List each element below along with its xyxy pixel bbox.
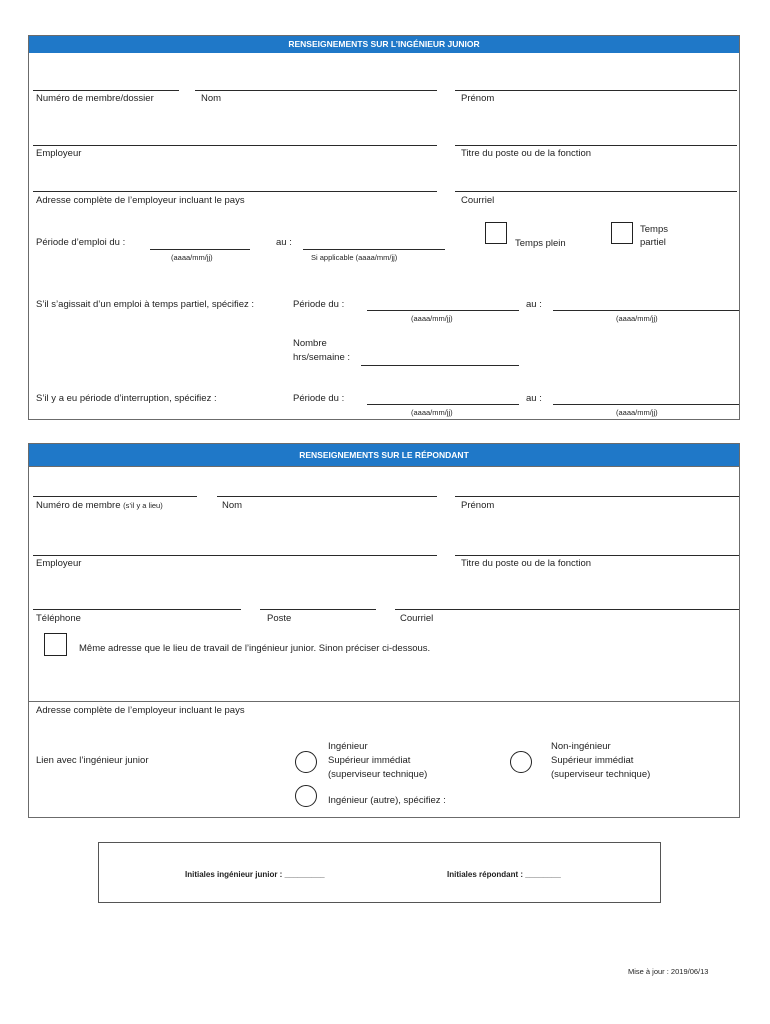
respondent-extension-label: Poste	[267, 613, 292, 624]
respondent-employer-label: Employeur	[36, 558, 82, 569]
part-time-au-label: au :	[526, 299, 542, 310]
engineer-supervisor-line-3: (superviseur technique)	[328, 769, 428, 780]
interruption-period-label: Période du :	[293, 393, 345, 404]
engineer-supervisor-line-2: Supérieur immédiat	[328, 755, 411, 766]
junior-initials-label[interactable]: Initiales ingénieur junior : _________	[185, 870, 325, 879]
period-start-format: (aaaa/mm/jj)	[171, 253, 213, 262]
update-date: Mise à jour : 2019/06/13	[628, 967, 709, 976]
period-end-format: Si applicable (aaaa/mm/jj)	[311, 253, 398, 262]
job-title-label: Titre du poste ou de la fonction	[461, 148, 592, 159]
interruption-au-label: au :	[526, 393, 542, 404]
job-title-field[interactable]	[455, 145, 737, 146]
respondent-nom-field[interactable]	[217, 496, 437, 497]
hours-per-week-field[interactable]	[361, 365, 519, 366]
respondent-job-title-field[interactable]	[455, 555, 739, 556]
engineer-supervisor-line-1: Ingénieur	[328, 741, 368, 752]
junior-section-title: RENSEIGNEMENTS SUR L’INGÉNIEUR JUNIOR	[29, 36, 739, 53]
full-time-label: Temps plein	[515, 238, 566, 249]
respondent-member-note: (s’il y a lieu)	[123, 501, 163, 510]
hours-label-1: Nombre	[293, 338, 327, 349]
prenom-field[interactable]	[455, 90, 737, 91]
member-number-label: Numéro de membre/dossier	[36, 93, 154, 104]
prenom-label: Prénom	[461, 93, 495, 104]
interruption-start-field[interactable]	[367, 404, 519, 405]
nom-label: Nom	[201, 93, 222, 104]
respondent-employer-field[interactable]	[33, 555, 437, 556]
respondent-right-rule	[739, 466, 740, 501]
link-label: Lien avec l’ingénieur junior	[36, 755, 149, 766]
part-time-period-end-field[interactable]	[553, 310, 739, 311]
address-field[interactable]	[33, 191, 437, 192]
interruption-specify-label: S’il y a eu période d’interruption, spécifiez :	[36, 393, 217, 404]
address-label: Adresse complète de l’employeur incluant le pays	[36, 195, 245, 206]
full-time-checkbox[interactable]	[485, 222, 507, 244]
interruption-start-format: (aaaa/mm/jj)	[411, 408, 453, 417]
email-field[interactable]	[455, 191, 737, 192]
respondent-initials-label[interactable]: Initiales répondant : ________	[447, 870, 561, 879]
respondent-member-label	[36, 500, 163, 511]
respondent-address-field[interactable]	[29, 701, 739, 702]
engineer-supervisor-radio[interactable]	[295, 751, 317, 773]
part-time-checkbox[interactable]	[611, 222, 633, 244]
respondent-email-field[interactable]	[395, 609, 739, 610]
part-time-period-start-field[interactable]	[367, 310, 519, 311]
part-time-end-format: (aaaa/mm/jj)	[616, 314, 658, 323]
period-end-field[interactable]	[303, 249, 445, 250]
same-address-checkbox[interactable]	[44, 633, 67, 656]
period-start-field[interactable]	[150, 249, 250, 250]
employer-label: Employeur	[36, 148, 82, 159]
respondent-prenom-label: Prénom	[461, 500, 495, 511]
respondent-job-title-label: Titre du poste ou de la fonction	[461, 558, 592, 569]
respondent-phone-label: Téléphone	[36, 613, 81, 624]
same-address-label: Même adresse que le lieu de travail de l’ingénieur junior. Sinon préciser ci-dessous.	[79, 643, 431, 654]
respondent-divider-1	[29, 466, 739, 467]
non-engineer-supervisor-radio[interactable]	[510, 751, 532, 773]
employer-field[interactable]	[33, 145, 437, 146]
part-time-label-1: Temps	[640, 224, 668, 235]
interruption-end-field[interactable]	[553, 404, 739, 405]
period-label: Période d’emploi du :	[36, 237, 126, 248]
member-number-field[interactable]	[33, 90, 179, 91]
respondent-member-label-text: Numéro de membre	[36, 500, 121, 511]
junior-section	[28, 35, 740, 420]
respondent-address-label: Adresse complète de l’employeur incluant le pays	[36, 705, 245, 716]
engineer-other-label: Ingénieur (autre), spécifiez :	[328, 795, 446, 806]
period-au-label: au :	[276, 237, 292, 248]
respondent-section	[28, 443, 740, 818]
engineer-other-radio[interactable]	[295, 785, 317, 807]
part-time-specify-label: S’il s’agissait d’un emploi à temps partiel, spécifiez :	[36, 299, 255, 310]
respondent-email-label: Courriel	[400, 613, 434, 624]
initials-box	[98, 842, 661, 903]
part-time-period-label: Période du :	[293, 299, 345, 310]
respondent-phone-field[interactable]	[33, 609, 241, 610]
interruption-end-format: (aaaa/mm/jj)	[616, 408, 658, 417]
non-engineer-supervisor-line-3: (superviseur technique)	[551, 769, 651, 780]
part-time-label-2: partiel	[640, 237, 666, 248]
respondent-nom-label: Nom	[222, 500, 243, 511]
respondent-prenom-field[interactable]	[455, 496, 739, 497]
non-engineer-supervisor-line-2: Supérieur immédiat	[551, 755, 634, 766]
non-engineer-supervisor-line-1: Non-ingénieur	[551, 741, 611, 752]
respondent-section-title: RENSEIGNEMENTS SUR LE RÉPONDANT	[29, 444, 739, 466]
nom-field[interactable]	[195, 90, 437, 91]
part-time-start-format: (aaaa/mm/jj)	[411, 314, 453, 323]
respondent-extension-field[interactable]	[260, 609, 376, 610]
hours-label-2: hrs/semaine :	[293, 352, 351, 363]
email-label: Courriel	[461, 195, 495, 206]
respondent-member-field[interactable]	[33, 496, 197, 497]
